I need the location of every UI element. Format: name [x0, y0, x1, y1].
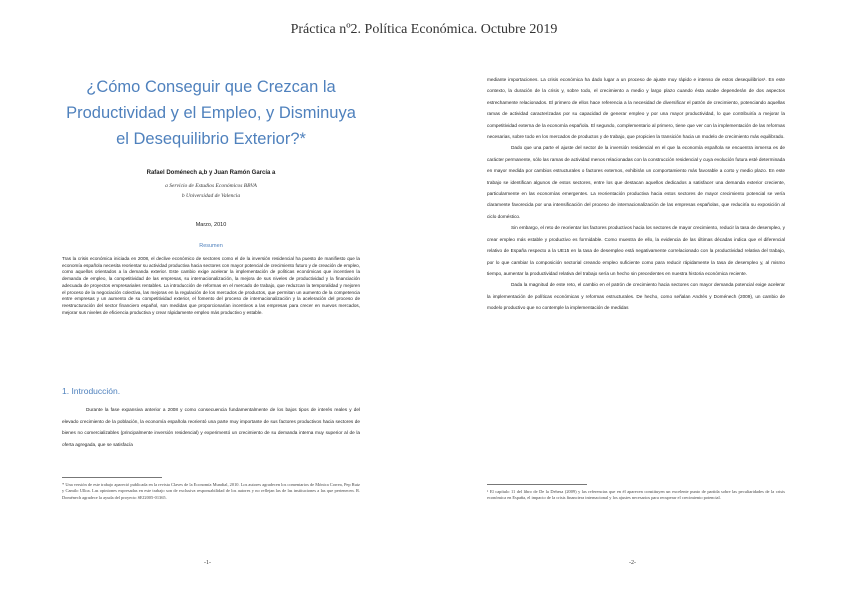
title-line: Productividad y el Empleo, y Disminuya — [66, 104, 356, 122]
right-footnote: ¹ El capítulo 11 del libro de De la Dehesa (2009) y las referencias que en él aparecen constituyen un excelente punto de partida sobre las peculiaridades de la crisis económica en España, el impacto de la crisis financiera internacional y los ajustes necesarios para recuperar el crecimiento potencial. — [487, 489, 785, 501]
section-title: 1. Introducción. — [62, 386, 121, 396]
paper-title — [62, 74, 360, 152]
abstract-title: Resumen — [199, 243, 223, 249]
affiliation-a: a Servicio de Estudios Económicos BBVA — [165, 183, 257, 189]
paragraph: Durante la fase expansiva anterior a 2008 y como consecuencia fundamentalmente de los bajos tipos de interés reales y del elevado crecimiento de la población, la economía española reorientó una parte muy importante de sus factores productivos hacia sectores de bienes no comercializables (principalmente inversión residencial) y experimentó un crecimiento de su demanda interna muy superior al de la oferta agregada, que se satisfacía — [62, 407, 360, 448]
page-number-left: -1- — [204, 560, 211, 566]
paper-date: Marzo, 2010 — [195, 222, 227, 228]
title-line: el Desequilibrio Exterior?* — [116, 130, 306, 148]
left-body-text — [62, 404, 360, 451]
title-line: ¿Cómo Conseguir que Crezcan la — [86, 78, 336, 96]
footnote-divider — [62, 477, 162, 478]
affiliation-b: b Universidad de Valencia — [181, 193, 241, 199]
paragraph: Dada la magnitud de este reto, el cambio en el patrón de crecimiento hacia sectores con mayor demanda potencial exige acelerar la implementación de políticas económicas y reformas estructurales. De hecho, como señalan Andrés y Doménech (2009), un cambio de modelo productivo que no contemple la implementación de medidas — [487, 282, 785, 311]
page-header: Práctica nº2. Política Económica. Octubre 2019 — [290, 22, 558, 37]
paragraph: Dado que una parte el ajuste del sector de la inversión residencial en el que la economía española se encuentra inmersa es de carácter permanente, sólo las ramas de actividad menos relacionadas con la construcción residencial y cuya evolución futura esté determinada en mayor medida por cambios estructurales o factores externos, exhibirán un comportamiento más favorable a corto y medio plazo. En este trabajo se identifican algunos de estos sectores, entre los que destacan aquellos dedicados a satisfacer una demanda exterior creciente, particularmente en las economías emergentes. La reorientación productiva hacia estos sectores de mayor crecimiento potencial se vería claramente favorecida por una intensificación del proceso de internacionalización de las empresas españolas, que reduciría su exposición al ciclo doméstico. — [487, 145, 785, 219]
left-footnote: * Una versión de este trabajo apareció publicada en la revista Claves de la Economía Mundial, 2010. Los autores agradecen los comentarios de Mónica Correa, Pep Ruiz y Camilo Ulloa. Las opiniones expresadas en este trabajo son de exclusiva responsabilidad de los autores y no reflejan las de las instituciones a las que pertenecen. R. Doménech agradece la ayuda del proyecto SEJ2005-01365. — [62, 482, 360, 500]
abstract-text: Tras la crisis económica iniciada en 2008, el declive económico de sectores como el de la inversión residencial ha puesto de manifiesto que la economía española necesita reorientar su actividad productiva hacia sectores con mayor potencial de crecimiento futuro y de creación de empleo, como aquellos orientados a la demanda exterior. Este cambio exige acelerar la implementación de políticas económicas que incentiven la demanda de empleo, la competitividad de las empresas, su internacionalización, la mejora de sus niveles de productividad y la financiación adecuada de proyectos empresariales rentables. La introducción de reformas en el mercado de trabajo, que reduzcan la temporalidad y mejoren el proceso de la negociación colectiva, las mejoras en la regulación de los mercados de productos, que permitan un aumento de la competencia entre empresas y un aumento de su competitividad exterior, el fomento del proceso de internacionalización y la aceleración del proceso de reestructuración del sector financiero español, son medidas que proporcionarían incentivos a las empresas para crecer en nuevos mercados, mejorar sus niveles de eficiencia productiva y crear rápidamente empleo más productivo y estable. — [62, 256, 360, 315]
paragraph: mediante importaciones. La crisis económica ha dado lugar a un proceso de ajuste muy rápido e intenso de estos desequilibrios¹. En este contexto, la duración de la crisis y, sobre todo, el crecimiento a medio y largo plazo cuando ésta acabe dependerán de dos aspectos estrechamente relacionados. El primero de ellos hace referencia a la necesidad de diversificar el patrón de crecimiento, potenciando aquellas ramas de actividad caracterizadas por su capacidad de generar empleo y por una mayor productividad, lo que contribuiría a mejorar la competitividad externa de la economía española. El segundo, complementario al primero, tiene que ver con la implementación de las reformas necesarias, sobre todo en los mercados de productos y de trabajo, que propicien la transición hacia un modelo de crecimiento más equilibrado. — [487, 77, 785, 140]
right-body-text — [487, 74, 785, 314]
paragraph: Sin embargo, el reto de reorientar los factores productivos hacia los sectores de mayor crecimiento, reducir la tasa de desempleo, y crear empleo más estable y productivo es formidable. Como muestra de ello, la evidencia de las últimas décadas indica que el diferencial relativo de España respecto a la UE15 en la tasa de desempleo está negativamente correlacionado con la productividad relativa del trabajo, por lo que cambiar la composición sectorial creando empleo suficiente como para reducir rápidamente la tasa de desempleo y, al mismo tiempo, aumentar la productividad relativa del trabajo sería un hecho sin precedentes en nuestra historia económica reciente. — [487, 225, 785, 276]
page-number-right: -2- — [629, 560, 636, 566]
footnote-divider — [487, 484, 587, 485]
authors: Rafael Doménech a,b y Juan Ramón García a — [146, 170, 276, 176]
